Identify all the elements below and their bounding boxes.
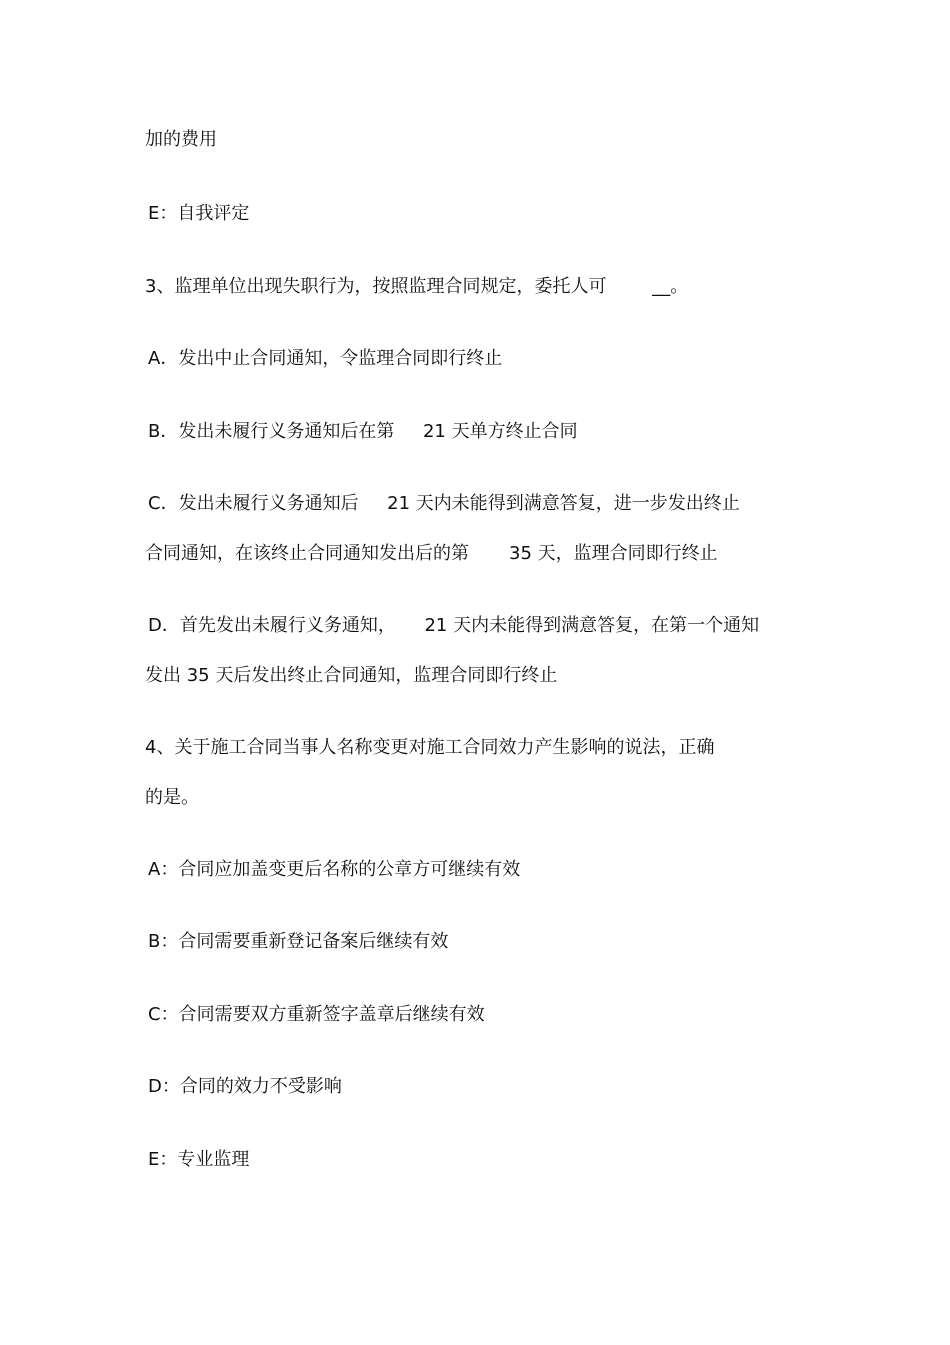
prev-option-e: E：自我评定 (148, 203, 250, 224)
q3-option-d-line1: D．首先发出未履行义务通知， 21 天内未能得到满意答复，在第一个通知 (148, 615, 760, 636)
q4-option-c: C：合同需要双方重新签字盖章后继续有效 (148, 1004, 485, 1025)
q3-option-c-line2: 合同通知，在该终止合同通知发出后的第 35 天，监理合同即行终止 (145, 543, 718, 564)
q3-option-a: A．发出中止合同通知，令监理合同即行终止 (148, 348, 503, 369)
q3-option-d-line2: 发出 35 天后发出终止合同通知，监理合同即行终止 (145, 665, 558, 686)
q4-option-a: A：合同应加盖变更后名称的公章方可继续有效 (148, 859, 521, 880)
continuation-text: 加的费用 (145, 129, 217, 150)
question-4-stem-line2: 的是。 (145, 787, 199, 808)
q4-option-e: E：专业监理 (148, 1149, 250, 1170)
question-4-stem-line1: 4、关于施工合同当事人名称变更对施工合同效力产生影响的说法，正确 (145, 737, 715, 758)
question-3-stem: 3、监理单位出现失职行为，按照监理合同规定，委托人可 __。 (145, 276, 689, 297)
q3-option-b: B．发出未履行义务通知后在第 21 天单方终止合同 (148, 421, 578, 442)
q4-option-d: D：合同的效力不受影响 (148, 1076, 342, 1097)
q3-option-c-line1: C．发出未履行义务通知后 21 天内未能得到满意答复，进一步发出终止 (148, 493, 740, 514)
q4-option-b: B：合同需要重新登记备案后继续有效 (148, 931, 449, 952)
